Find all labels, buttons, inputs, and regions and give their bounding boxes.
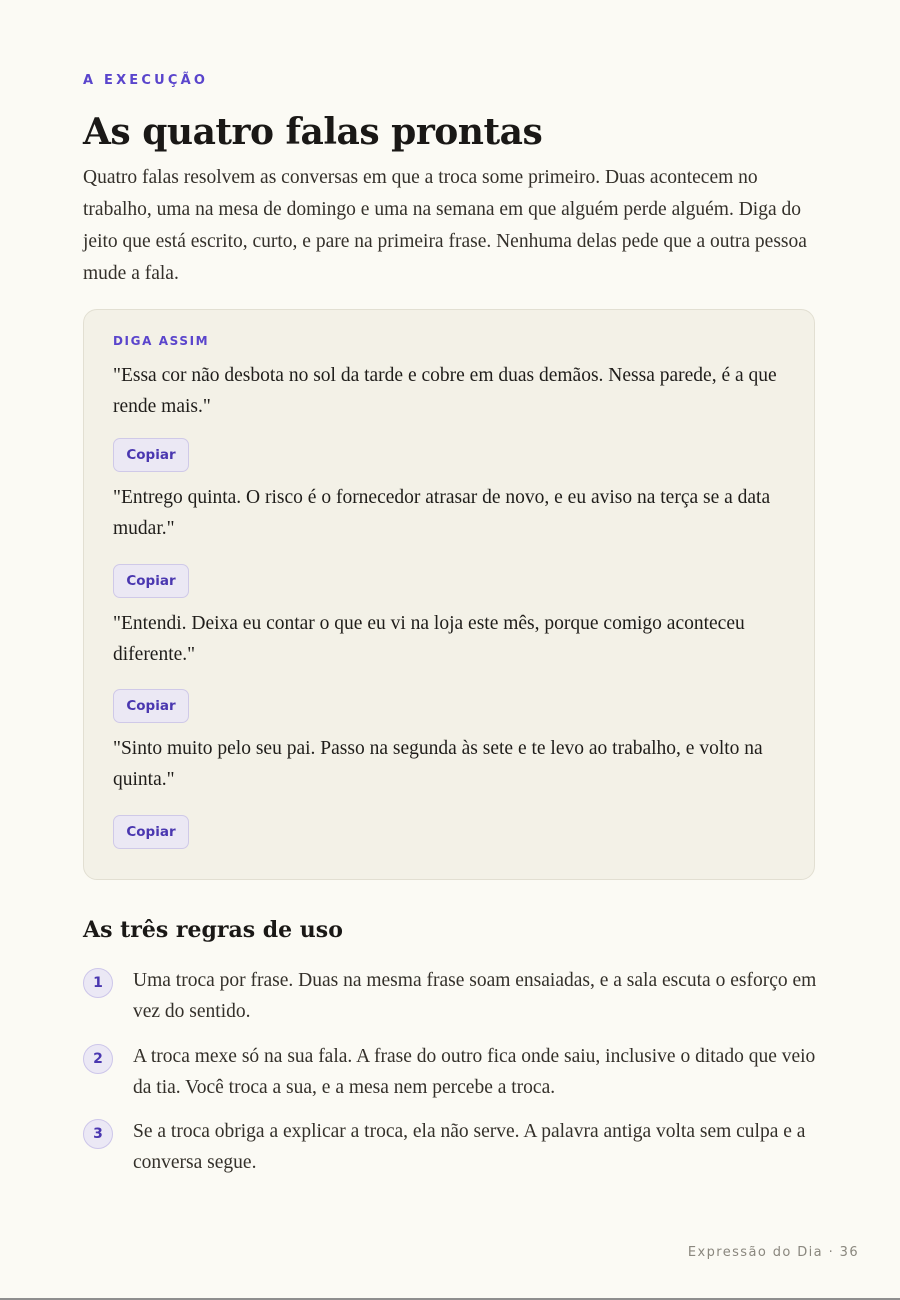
rules-title: As três regras de uso (83, 917, 343, 943)
phrase-text: "Entendi. Deixa eu contar o que eu vi na loja este mês, porque comigo aconteceu diferente." (113, 613, 745, 665)
copy-button[interactable]: Copiar (113, 438, 189, 472)
rule-number-badge: 3 (83, 1119, 113, 1149)
phrases-card (83, 309, 815, 880)
rule-number-badge: 1 (83, 968, 113, 998)
copy-button[interactable]: Copiar (113, 689, 189, 723)
intro-paragraph: Quatro falas resolvem as conversas em que a troca some primeiro. Duas acontecem no trabalho, uma na mesa de domingo e uma na semana em que alguém perde alguém. Diga do jeito que está escrito, curto, e pare na primeira frase. Nenhuma delas pede que a outra pessoa mude a fala. (83, 167, 807, 284)
phrase-text: "Entrego quinta. O risco é o fornecedor atrasar de novo, e eu aviso na terça se a data mudar." (113, 487, 771, 539)
rule-text: Uma troca por frase. Duas na mesma frase soam ensaiadas, e a sala escuta o esforço em vez do sentido. (133, 970, 817, 1022)
phrase-text: "Essa cor não desbota no sol da tarde e cobre em duas demãos. Nessa parede, é a que rende mais." (113, 365, 777, 417)
rule-text: A troca mexe só na sua fala. A frase do outro fica onde saiu, inclusive o ditado que veio da tia. Você troca a sua, e a mesa nem percebe a troca. (133, 1046, 816, 1098)
copy-button[interactable]: Copiar (113, 815, 189, 849)
page-footer: Expressão do Dia · 36 (687, 1245, 859, 1260)
rule-number-badge: 2 (83, 1044, 113, 1074)
section-eyebrow: A EXECUÇÃO (83, 73, 209, 88)
copy-button[interactable]: Copiar (113, 564, 189, 598)
phrase-text: "Sinto muito pelo seu pai. Passo na segunda às sete e te levo ao trabalho, e volto na quinta." (113, 738, 763, 790)
rule-text: Se a troca obriga a explicar a troca, ela não serve. A palavra antiga volta sem culpa e a conversa segue. (133, 1121, 806, 1173)
card-label: DIGA ASSIM (113, 334, 210, 348)
page-title: As quatro falas prontas (83, 111, 543, 153)
